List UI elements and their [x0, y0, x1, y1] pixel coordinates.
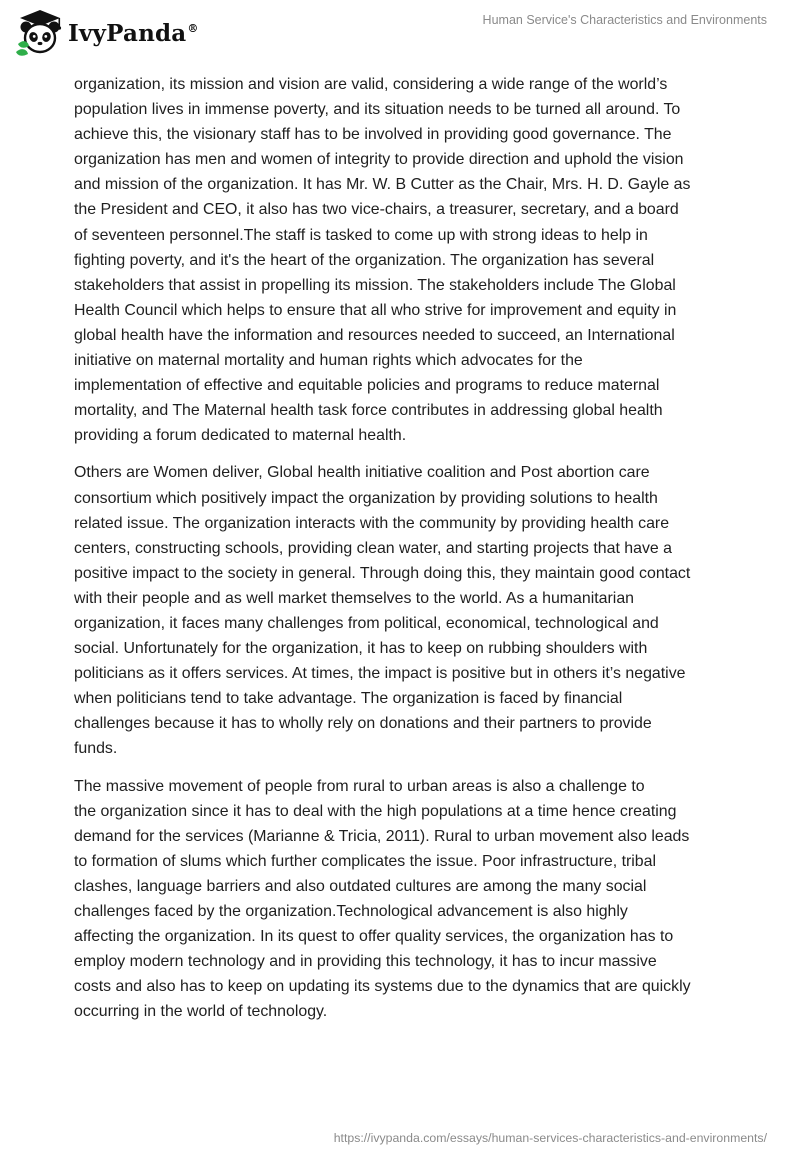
logo-name: IvyPanda — [68, 19, 187, 47]
registered-mark: ® — [187, 21, 199, 35]
document-title: Human Service's Characteristics and Environments — [482, 13, 767, 27]
source-url[interactable]: https://ivypanda.com/essays/human-services-characteristics-and-environments/ — [333, 1131, 767, 1145]
logo-wordmark — [68, 20, 199, 47]
essay-body — [74, 72, 734, 1036]
ivypanda-logo[interactable] — [14, 8, 199, 58]
panda-graduate-icon — [14, 8, 66, 58]
paragraph-2: Others are Women deliver, Global health initiative coalition and Post abortion care consortium which positively impact the organization by providing solutions to health related issue. The organization interacts with the community by providing health care centers, constructing schools, providing clean water, and starting projects that have a positive impact to the society in general. Through doing this, they maintain good contact with their people and as well market themselves to the world. As a humanitarian organization, it faces many challenges from political, economical, technological and social. Unfortunately for the organization, it has to keep on rubbing shoulders with politicians as it offers services. At times, the impact is positive but in others it’s negative when politicians tend to take advantage. The organization is faced by financial challenges because it has to wholly rely on donations and their partners to provide funds. — [74, 464, 691, 758]
paragraph-1: organization, its mission and vision are valid, considering a wide range of the world’s population lives in immense poverty, and its situation needs to be turned all around. To achieve this, the visionary staff has to be involved in providing good governance. The organization has men and women of integrity to provide direction and uphold the vision and mission of the organization. It has Mr. W. B Cutter as the Chair, Mrs. H. D. Gayle as the President and CEO, it also has two vice-chairs, a treasurer, secretary, and a board of seventeen personnel.The staff is tasked to come up with strong ideas to help in fighting poverty, and it's the heart of the organization. The organization has several stakeholders that assist in propelling its mission. The stakeholders include The Global Health Council which helps to ensure that all who strive for improvement and equity in global health have the information and resources needed to succeed, an International initiative on maternal mortality and human rights which advocates for the implementation of effective and equitable policies and programs to reduce maternal mortality, and The Maternal health task force contributes in addressing global health providing a forum dedicated to maternal health. — [74, 76, 691, 445]
page-header — [0, 0, 800, 70]
paragraph-3: The massive movement of people from rural to urban areas is also a challenge to the organization since it has to deal with the high populations at a time hence creating demand for the services (Marianne & Tricia, 2011). Rural to urban movement also leads to formation of slums which further complicates the issue. Poor infrastructure, tribal clashes, language barriers and also outdated cultures are among the many social challenges faced by the organization.Technological advancement is also highly affecting the organization. In its quest to offer quality services, the organization has to employ modern technology and in providing this technology, it has to incur massive costs and also has to keep on updating its systems due to the dynamics that are quickly occurring in the world of technology. — [74, 777, 691, 1021]
